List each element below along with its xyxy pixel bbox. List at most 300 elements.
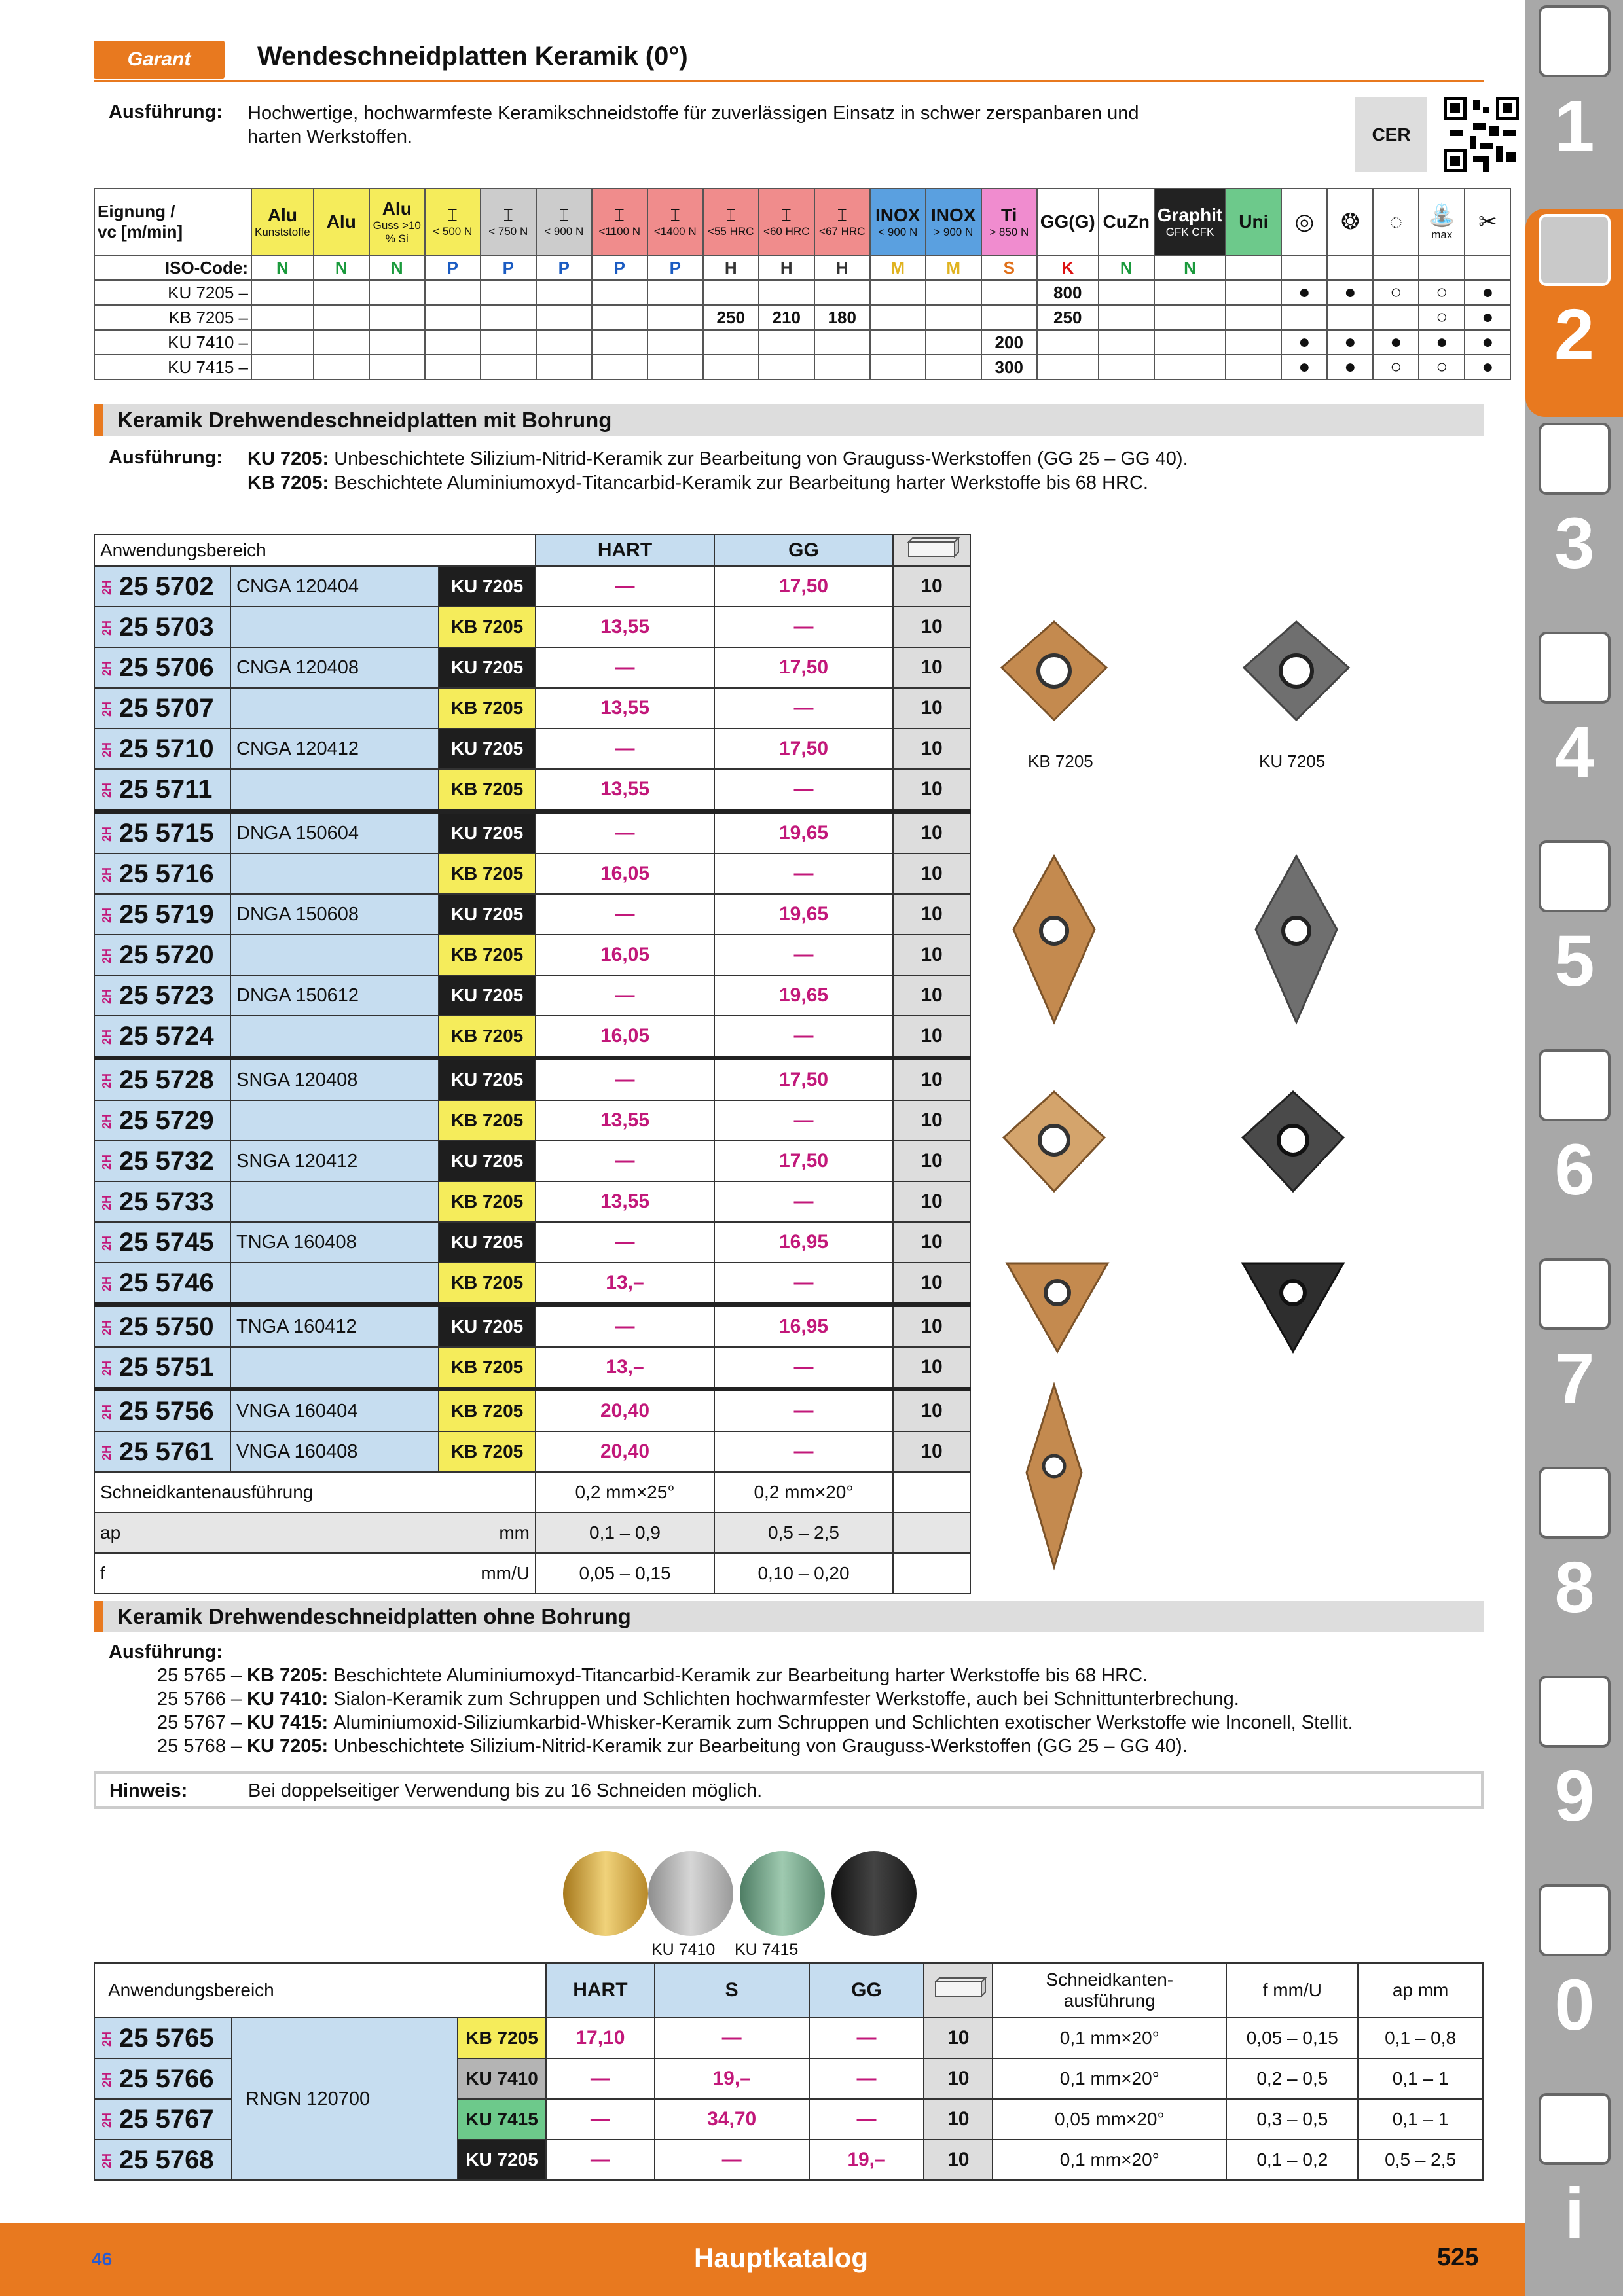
chapter-number: 0 xyxy=(1554,1965,1595,2045)
iso-code: N xyxy=(314,255,369,280)
grade-badge: KB 7205 xyxy=(439,1390,536,1432)
grade-badge: KU 7205 xyxy=(439,728,536,769)
suit-value xyxy=(251,330,314,355)
suit-dot: ● xyxy=(1327,355,1373,380)
ap-spec: 0,1 – 1 xyxy=(1358,2099,1483,2140)
suit-value xyxy=(481,355,536,380)
suit-value xyxy=(1226,280,1281,305)
article-value: 25 5768 xyxy=(119,2145,214,2174)
chapter-sidebar xyxy=(1525,0,1623,2296)
iso-code: N xyxy=(369,255,425,280)
line-article: 25 5766 – xyxy=(157,1689,247,1710)
suit-dot: ○ xyxy=(1419,280,1465,305)
page-number: 525 xyxy=(1437,2244,1479,2271)
suit-value xyxy=(314,330,369,355)
insert-type: RNGN 120700 xyxy=(232,2018,458,2180)
grade-badge: KU 7205 xyxy=(439,1305,536,1348)
table-row xyxy=(94,1263,970,1305)
chapter-tab-9[interactable] xyxy=(1535,1670,1614,1878)
price-hart: 13,55 xyxy=(536,769,714,812)
iso-code: M xyxy=(870,255,926,280)
suit-col-top: INOX xyxy=(875,205,921,225)
iso-code: S xyxy=(981,255,1037,280)
chapter-tab-2[interactable] xyxy=(1525,209,1623,417)
price-gg: — xyxy=(714,1181,893,1222)
price-hart: — xyxy=(536,566,714,607)
section2-label: Ausführung: xyxy=(109,1641,223,1662)
price-gg: 17,50 xyxy=(714,1058,893,1101)
spec-unit: mm xyxy=(499,1522,530,1543)
suit-value xyxy=(703,330,759,355)
table-row xyxy=(94,1100,970,1141)
suit-value xyxy=(314,280,369,305)
suit-dot: ● xyxy=(1419,330,1465,355)
suit-value xyxy=(369,355,425,380)
price-hart: 20,40 xyxy=(536,1390,714,1432)
line-grade: KB 7205: xyxy=(247,1665,334,1686)
table-row xyxy=(94,1016,970,1058)
suit-value xyxy=(1154,355,1226,380)
pack-qty: 10 xyxy=(924,2058,993,2099)
article-prefix: 2H xyxy=(100,1405,113,1420)
price-gg: — xyxy=(714,1100,893,1141)
f-spec: 0,2 – 0,5 xyxy=(1226,2058,1358,2099)
t2-package-icon xyxy=(924,1963,993,2018)
article-prefix: 2H xyxy=(100,948,113,964)
spec-hart: 0,1 – 0,9 xyxy=(536,1513,714,1553)
spec-name: f xyxy=(100,1563,105,1583)
safety-icon xyxy=(1539,1884,1611,1956)
suit-col-4 xyxy=(481,188,536,255)
price-gg: 17,50 xyxy=(714,1141,893,1181)
chapter-tab-4[interactable] xyxy=(1535,626,1614,834)
iso-code: H xyxy=(814,255,870,280)
blob-hole-icon: ❂ xyxy=(1327,188,1373,255)
insert-type xyxy=(230,1347,439,1390)
footer-catalog-name: Hauptkatalog xyxy=(694,2242,869,2273)
article-number xyxy=(94,975,230,1016)
article-number xyxy=(94,1347,230,1390)
header-divider xyxy=(94,80,1484,82)
table-row xyxy=(94,894,970,935)
article-prefix: 2H xyxy=(100,742,113,758)
table-row xyxy=(94,853,970,894)
suit-col-0 xyxy=(251,188,314,255)
pack-qty: 10 xyxy=(893,1347,970,1390)
chapter-tab-i[interactable] xyxy=(1535,2088,1614,2296)
suit-dot: ○ xyxy=(1373,355,1419,380)
gg-header: GG xyxy=(714,535,893,566)
suit-col-sub: Kunststoffe xyxy=(255,226,310,238)
cabinet-icon xyxy=(1539,1676,1611,1748)
article-number xyxy=(94,566,230,607)
insert-icon xyxy=(1539,214,1611,286)
suit-dot: ○ xyxy=(1419,305,1465,330)
chapter-tab-6[interactable] xyxy=(1535,1044,1614,1252)
price-hart: — xyxy=(536,728,714,769)
pack-qty: 10 xyxy=(893,1305,970,1348)
spec-hart: 0,2 mm×25° xyxy=(536,1472,714,1513)
round-inserts-image xyxy=(560,1842,926,1941)
price-hart: 16,05 xyxy=(536,935,714,975)
grade-badge: KB 7205 xyxy=(439,1347,536,1390)
suit-value xyxy=(647,305,703,330)
chapter-tab-8[interactable] xyxy=(1535,1462,1614,1670)
suit-col-top: Uni xyxy=(1239,211,1269,232)
chapter-number: 3 xyxy=(1554,503,1595,584)
spec-row xyxy=(94,1472,970,1513)
article-value: 25 5715 xyxy=(119,818,214,848)
insert-type xyxy=(230,935,439,975)
pack-qty: 10 xyxy=(893,1390,970,1432)
insert-tnga-kb-image xyxy=(1002,1253,1113,1358)
drill-icon xyxy=(1539,5,1611,77)
article-prefix: 2H xyxy=(100,989,113,1005)
spec-row xyxy=(94,1513,970,1553)
suit-col-2 xyxy=(369,188,425,255)
suit-col-5 xyxy=(536,188,592,255)
suit-value xyxy=(536,280,592,305)
table-row xyxy=(94,607,970,647)
line-article: 25 5767 – xyxy=(157,1712,247,1733)
price-hart: — xyxy=(536,975,714,1016)
chapter-tab-5[interactable] xyxy=(1535,835,1614,1043)
price-hart: — xyxy=(536,1222,714,1263)
chapter-tab-0[interactable] xyxy=(1535,1879,1614,2087)
intro-text-1: Hochwertige, hochwarmfeste Keramikschneidstoffe für zuverlässigen Einsatz in schwer zerspanbaren und xyxy=(247,103,1139,124)
intro-label: Ausführung: xyxy=(109,101,223,122)
ibeam-icon: ⌶ xyxy=(447,206,458,224)
ibeam-icon: ⌶ xyxy=(503,206,513,224)
table-row xyxy=(94,688,970,728)
line-article: 25 5768 – xyxy=(157,1736,247,1757)
iso-code: N xyxy=(1154,255,1226,280)
suit-value xyxy=(1037,355,1099,380)
insert-cnga-kb-image xyxy=(995,615,1113,733)
grade-badge: KB 7205 xyxy=(439,1263,536,1305)
article-value: 25 5756 xyxy=(119,1396,214,1426)
insert-type: VNGA 160404 xyxy=(230,1390,439,1432)
suit-col-sub: GFK CFK xyxy=(1165,226,1214,238)
article-prefix: 2H xyxy=(100,620,113,636)
article-number xyxy=(94,688,230,728)
suit-value: 250 xyxy=(703,305,759,330)
article-prefix: 2H xyxy=(100,2113,113,2128)
pack-qty: 10 xyxy=(893,769,970,812)
insert-type xyxy=(230,1016,439,1058)
insert-type: CNGA 120408 xyxy=(230,647,439,688)
f-spec: 0,1 – 0,2 xyxy=(1226,2140,1358,2180)
suit-col-9 xyxy=(759,188,814,255)
suit-value xyxy=(647,280,703,305)
suit-value xyxy=(814,355,870,380)
article-number xyxy=(94,812,230,854)
price-gg: 19,65 xyxy=(714,975,893,1016)
suit-value xyxy=(592,280,647,305)
suit-value xyxy=(251,305,314,330)
suit-value xyxy=(759,355,814,380)
pack-qty: 10 xyxy=(893,894,970,935)
grade-badge: KU 7205 xyxy=(439,894,536,935)
article-value: 25 5766 xyxy=(119,2064,214,2093)
chapter-number: 9 xyxy=(1554,1756,1595,1837)
price-s: 34,70 xyxy=(655,2099,809,2140)
pack-qty: 10 xyxy=(893,1222,970,1263)
pliers-icon xyxy=(1539,1258,1611,1330)
footer-bar xyxy=(0,2223,1525,2296)
ku-image-label: KU 7205 xyxy=(1259,751,1326,771)
suit-value xyxy=(703,280,759,305)
article-value: 25 5732 xyxy=(119,1146,214,1175)
iso-code: H xyxy=(703,255,759,280)
price-gg: — xyxy=(809,2099,924,2140)
price-gg: — xyxy=(714,1263,893,1305)
pack-qty: 10 xyxy=(893,1100,970,1141)
section2-line xyxy=(157,1711,1353,1734)
hart-header: HART xyxy=(536,535,714,566)
iso-code: P xyxy=(425,255,481,280)
pack-qty: 10 xyxy=(893,935,970,975)
suit-value: 180 xyxy=(814,305,870,330)
pack-qty: 10 xyxy=(893,1141,970,1181)
intro-text-2: harten Werkstoffen. xyxy=(247,126,413,147)
spec-label xyxy=(94,1513,536,1553)
article-value: 25 5711 xyxy=(119,774,213,804)
collet-icon xyxy=(1539,423,1611,495)
ku-grade: KU 7205: xyxy=(247,448,329,469)
no-coolant-icon: ✂ xyxy=(1465,188,1510,255)
suit-value xyxy=(1226,305,1281,330)
spec-empty xyxy=(893,1513,970,1553)
page-title: Wendeschneidplatten Keramik (0°) xyxy=(257,42,688,71)
article-number xyxy=(94,2018,232,2058)
spec-gg: 0,10 – 0,20 xyxy=(714,1553,893,1594)
suit-dot: ● xyxy=(1465,355,1510,380)
article-number xyxy=(94,2099,232,2140)
line-text: Unbeschichtete Silizium-Nitrid-Keramik zur Bearbeitung von Grauguss-Werkstoffen (GG 25 – GG 40). xyxy=(333,1736,1188,1757)
suit-row xyxy=(94,355,1510,380)
article-value: 25 5716 xyxy=(119,859,214,888)
article-number xyxy=(94,1058,230,1101)
price-hart: 13,– xyxy=(536,1347,714,1390)
section1-title: Keramik Drehwendeschneidplatten mit Bohrung xyxy=(94,404,1484,436)
pack-qty: 10 xyxy=(893,975,970,1016)
article-number xyxy=(94,769,230,812)
article-value: 25 5745 xyxy=(119,1227,214,1257)
price-gg: 16,95 xyxy=(714,1222,893,1263)
insert-type: TNGA 160412 xyxy=(230,1305,439,1348)
article-prefix: 2H xyxy=(100,702,113,717)
suit-value xyxy=(1154,330,1226,355)
suit-value xyxy=(536,305,592,330)
chapter-tab-7[interactable] xyxy=(1535,1253,1614,1461)
line-article: 25 5765 – xyxy=(157,1665,247,1686)
price-gg: — xyxy=(714,1016,893,1058)
grade-badge: KB 7205 xyxy=(439,1431,536,1472)
suit-col-10 xyxy=(814,188,870,255)
price-hart: — xyxy=(546,2058,654,2099)
price-hart: 17,10 xyxy=(546,2018,654,2058)
suit-dot: ● xyxy=(1327,330,1373,355)
section1-label: Ausführung: xyxy=(109,447,223,468)
article-prefix: 2H xyxy=(100,2072,113,2088)
insert-snga-ku-image xyxy=(1237,1086,1349,1198)
price-hart: — xyxy=(536,894,714,935)
suit-col-13 xyxy=(981,188,1037,255)
kb-grade: KB 7205: xyxy=(247,473,329,493)
suit-value xyxy=(814,330,870,355)
spec-name: ap xyxy=(100,1522,121,1543)
insert-type: VNGA 160408 xyxy=(230,1431,439,1472)
grade-badge: KU 7410 xyxy=(458,2058,546,2099)
article-number xyxy=(94,1390,230,1432)
article-number xyxy=(94,1431,230,1472)
suit-value xyxy=(592,355,647,380)
ap-spec: 0,1 – 0,8 xyxy=(1358,2018,1483,2058)
article-value: 25 5751 xyxy=(119,1352,214,1382)
pack-qty: 10 xyxy=(893,1058,970,1101)
suit-col-sub: < 750 N xyxy=(488,224,528,238)
iso-empty xyxy=(1281,255,1327,280)
grade-badge: KU 7205 xyxy=(439,812,536,854)
table-row xyxy=(94,1141,970,1181)
kb-description: Beschichtete Aluminiumoxyd-Titancarbid-Keramik zur Bearbeitung harter Werkstoffe bis 68 HRC. xyxy=(334,473,1148,493)
suit-value: 200 xyxy=(981,330,1037,355)
suit-row xyxy=(94,330,1510,355)
insert-type xyxy=(230,853,439,894)
iso-empty xyxy=(1373,255,1419,280)
table-row xyxy=(94,1058,970,1101)
price-gg: 17,50 xyxy=(714,728,893,769)
hint-text: Bei doppelseitiger Verwendung bis zu 16 Schneiden möglich. xyxy=(248,1780,763,1801)
chapter-tab-1[interactable] xyxy=(1535,0,1614,208)
suit-row-name: KU 7205 – xyxy=(94,280,251,305)
t2-hart-header: HART xyxy=(546,1963,654,2018)
suit-value: 210 xyxy=(759,305,814,330)
suit-label-1: Eignung / xyxy=(98,202,175,221)
suit-value xyxy=(759,330,814,355)
suit-value xyxy=(1099,280,1154,305)
article-prefix: 2H xyxy=(100,1155,113,1170)
section2-line xyxy=(157,1664,1353,1687)
table-row xyxy=(94,647,970,688)
suit-col-16 xyxy=(1154,188,1226,255)
article-prefix: 2H xyxy=(100,1320,113,1336)
insert-tnga-ku-image xyxy=(1237,1253,1349,1358)
suit-value xyxy=(425,355,481,380)
line-grade: KU 7410: xyxy=(247,1689,334,1710)
hint-label: Hinweis: xyxy=(109,1780,188,1801)
ibeam-icon: ⌶ xyxy=(614,206,625,224)
article-number xyxy=(94,2140,232,2180)
suit-dot: ● xyxy=(1281,330,1327,355)
insert-type: DNGA 150612 xyxy=(230,975,439,1016)
suit-dot xyxy=(1373,305,1419,330)
grade-badge: KB 7205 xyxy=(439,607,536,647)
pack-qty: 10 xyxy=(924,2018,993,2058)
package-icon xyxy=(893,535,970,566)
grade-badge: KU 7205 xyxy=(439,1141,536,1181)
insert-type xyxy=(230,1100,439,1141)
edge-spec: 0,1 mm×20° xyxy=(993,2058,1226,2099)
suit-col-7 xyxy=(647,188,703,255)
suit-value: 300 xyxy=(981,355,1037,380)
iso-code: P xyxy=(481,255,536,280)
suit-dot: ○ xyxy=(1419,355,1465,380)
article-prefix: 2H xyxy=(100,1030,113,1045)
table-row xyxy=(94,1222,970,1263)
table-row xyxy=(94,769,970,812)
iso-empty xyxy=(1465,255,1510,280)
suit-col-top: CuZn xyxy=(1103,211,1150,232)
price-hart: 13,– xyxy=(536,1263,714,1305)
suit-value xyxy=(1226,355,1281,380)
grade-badge: KB 7205 xyxy=(439,688,536,728)
article-number xyxy=(94,1100,230,1141)
article-value: 25 5703 xyxy=(119,612,214,641)
suit-col-top: Graphit xyxy=(1157,205,1223,225)
suit-col-17 xyxy=(1226,188,1281,255)
article-number xyxy=(94,853,230,894)
table-row xyxy=(94,1181,970,1222)
suit-col-sub: > 900 N xyxy=(934,226,974,238)
chapter-tab-3[interactable] xyxy=(1535,418,1614,626)
price-gg: — xyxy=(714,1431,893,1472)
insert-type: SNGA 120408 xyxy=(230,1058,439,1101)
suit-dot: ● xyxy=(1465,305,1510,330)
suit-row-name: KU 7410 – xyxy=(94,330,251,355)
section2-lines xyxy=(157,1664,1353,1758)
line-grade: KU 7415: xyxy=(247,1712,334,1733)
article-number xyxy=(94,647,230,688)
suit-col-3 xyxy=(425,188,481,255)
wrench-icon xyxy=(1539,1049,1611,1121)
pack-qty: 10 xyxy=(893,728,970,769)
article-value: 25 5724 xyxy=(119,1021,214,1050)
price-gg: — xyxy=(714,607,893,647)
suit-col-15 xyxy=(1099,188,1154,255)
iso-code: K xyxy=(1037,255,1099,280)
t2-edge-header-2: ausführung xyxy=(1063,1990,1156,2011)
pack-qty: 10 xyxy=(893,1181,970,1222)
iso-empty xyxy=(1327,255,1373,280)
line-text: Beschichtete Aluminiumoxyd-Titancarbid-Keramik zur Bearbeitung harter Werkstoffe bis 68 HRC. xyxy=(333,1665,1148,1686)
suit-row xyxy=(94,305,1510,330)
ap-spec: 0,5 – 2,5 xyxy=(1358,2140,1483,2180)
pack-qty: 10 xyxy=(893,853,970,894)
suit-col-sub: < 900 N xyxy=(544,224,584,238)
price-s: 19,– xyxy=(655,2058,809,2099)
ibeam-icon: ⌶ xyxy=(781,206,792,224)
suit-value xyxy=(536,330,592,355)
chapter-number: 6 xyxy=(1554,1130,1595,1210)
price-s: — xyxy=(655,2140,809,2180)
brand-logo: Garant xyxy=(94,41,225,79)
grade-badge: KU 7205 xyxy=(439,1058,536,1101)
chapter-number: 2 xyxy=(1554,295,1595,375)
article-prefix: 2H xyxy=(100,2032,113,2047)
grade-badge: KU 7205 xyxy=(458,2140,546,2180)
suit-value xyxy=(981,280,1037,305)
pack-qty: 10 xyxy=(893,1431,970,1472)
article-value: 25 5707 xyxy=(119,693,214,723)
footer-left-number: 46 xyxy=(92,2249,113,2269)
suit-dot xyxy=(1281,305,1327,330)
spec-gg: 0,5 – 2,5 xyxy=(714,1513,893,1553)
suit-label xyxy=(94,188,251,255)
article-value: 25 5767 xyxy=(119,2104,214,2134)
suit-row xyxy=(94,280,1510,305)
